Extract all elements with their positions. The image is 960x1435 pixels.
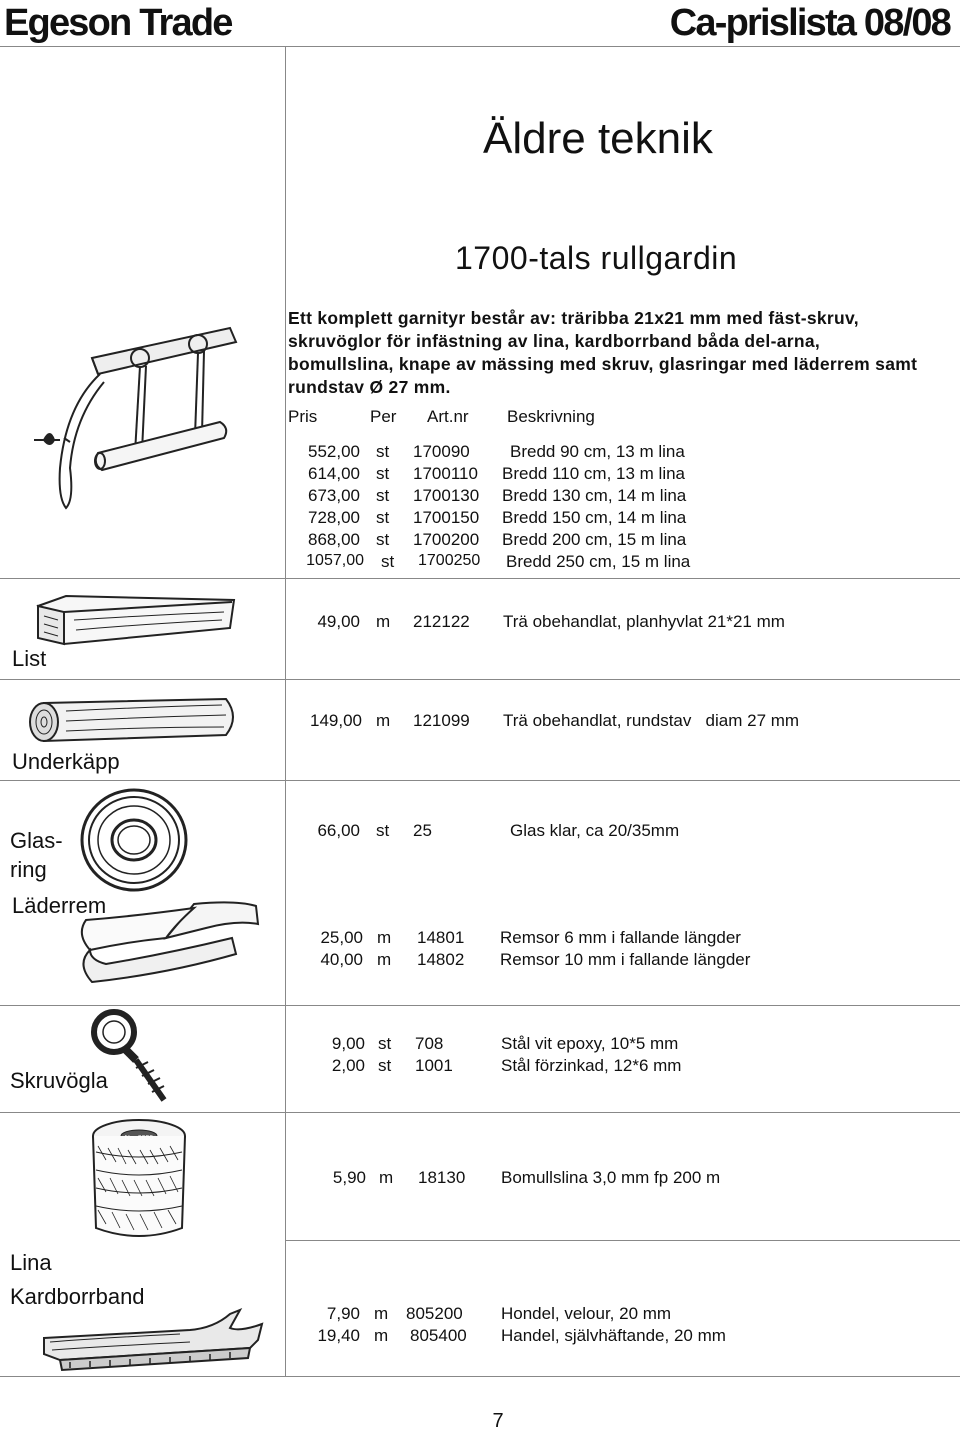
article-number: 18130	[418, 1168, 466, 1187]
description: Trä obehandlat, rundstav diam 27 mm	[503, 711, 800, 730]
hook-loop-tape-illustration	[40, 1308, 270, 1374]
row-divider	[0, 1376, 960, 1377]
price: 19,40	[317, 1326, 360, 1345]
article-number: 1700130	[413, 486, 480, 505]
article-number: 212122	[413, 612, 470, 631]
article-number: 14802	[417, 950, 465, 969]
price: 66,00	[317, 821, 360, 840]
price: 40,00	[320, 950, 363, 969]
price: 614,00	[308, 464, 360, 483]
unit: st	[378, 1056, 392, 1075]
unit: st	[378, 1034, 392, 1053]
product-label-list: List	[12, 646, 47, 671]
round-rod-illustration	[26, 697, 241, 745]
leather-strap-illustration	[46, 894, 261, 989]
unit: m	[376, 612, 391, 631]
product-label-lina: Lina	[10, 1250, 52, 1275]
description: Bredd 110 cm, 13 m lina	[502, 464, 685, 483]
row-divider	[0, 1112, 960, 1113]
section-title: Äldre teknik	[483, 114, 713, 163]
col-header-artnr: Art.nr	[427, 407, 469, 426]
company-name: Egeson Trade	[4, 2, 232, 44]
unit: m	[374, 1304, 389, 1323]
description: Trä obehandlat, planhyvlat 21*21 mm	[503, 612, 785, 631]
article-number: 805400	[410, 1326, 467, 1345]
article-number: 25	[413, 821, 432, 840]
intro-text: Ett komplett garnityr består av: träribba 21x21 mm med fäst-skruv, skruvöglor för infästning av lina, kardborrband båda del-arna, bomullslina, knape av mässing med skruv, glasringar med läderrem samt rundstav Ø 27 mm.	[288, 308, 918, 397]
row-divider	[0, 780, 960, 781]
description: Glas klar, ca 20/35mm	[510, 821, 680, 840]
description: Bredd 150 cm, 14 m lina	[502, 508, 687, 527]
header-rule	[0, 46, 960, 47]
article-number: 1700110	[413, 464, 478, 483]
price: 673,00	[308, 486, 360, 505]
unit: st	[376, 442, 390, 461]
row-divider	[285, 1240, 960, 1241]
description: Stål förzinkad, 12*6 mm	[501, 1056, 682, 1075]
price: 5,90	[332, 1168, 366, 1187]
description: Bomullslina 3,0 mm fp 200 m	[501, 1168, 721, 1187]
description: Bredd 90 cm, 13 m lina	[510, 442, 685, 461]
price: 1057,00	[306, 552, 364, 569]
page-number: 7	[492, 1410, 504, 1432]
section-subtitle: 1700-tals rullgardin	[455, 240, 738, 276]
article-number: 121099	[413, 711, 470, 730]
price-row	[0, 552, 960, 574]
product-label-underkapp: Underkäpp	[12, 749, 120, 774]
unit: st	[376, 508, 390, 527]
unit: st	[376, 821, 390, 840]
article-number: 708	[415, 1034, 444, 1053]
price: 7,90	[326, 1304, 360, 1323]
description: Bredd 130 cm, 14 m lina	[502, 486, 687, 505]
unit: m	[377, 950, 392, 969]
description: Hondel, velour, 20 mm	[501, 1304, 672, 1323]
unit: m	[379, 1168, 394, 1187]
article-number: 170090	[413, 442, 470, 461]
price: 552,00	[308, 442, 360, 461]
unit: m	[376, 711, 391, 730]
glass-ring-illustration	[78, 786, 190, 894]
col-header-price: Pris	[288, 407, 318, 426]
price: 9,00	[331, 1034, 365, 1053]
product-label-glasring: Glas- ring	[10, 828, 63, 882]
unit: st	[376, 464, 390, 483]
spool-label: No. 6620	[124, 1135, 154, 1142]
unit: st	[376, 530, 390, 549]
row-divider	[0, 578, 960, 579]
product-label-skruvogla: Skruvögla	[10, 1068, 108, 1093]
product-label-kardborrband: Kardborrband	[10, 1284, 145, 1309]
price: 728,00	[308, 508, 360, 527]
description: Remsor 10 mm i fallande längder	[500, 950, 751, 969]
price-row	[0, 530, 960, 552]
col-header-per: Per	[370, 407, 397, 426]
article-number: 1700250	[418, 552, 481, 569]
description: Stål vit epoxy, 10*5 mm	[501, 1034, 679, 1053]
price: 49,00	[317, 612, 360, 631]
roller-blind-illustration	[30, 318, 280, 533]
description: Bredd 250 cm, 15 m lina	[506, 552, 691, 571]
wood-batten-illustration	[34, 592, 239, 652]
unit: m	[374, 1326, 389, 1345]
product-label-laderrem: Läderrem	[12, 893, 107, 918]
article-number: 1700150	[413, 508, 480, 527]
price: 149,00	[310, 711, 362, 730]
unit: st	[381, 552, 395, 571]
article-number: 1001	[415, 1056, 453, 1075]
unit: m	[377, 928, 392, 947]
col-header-description: Beskrivning	[507, 407, 595, 426]
price: 868,00	[308, 530, 360, 549]
row-divider	[0, 679, 960, 680]
description: Remsor 6 mm i fallande längder	[500, 928, 741, 947]
price: 2,00	[331, 1056, 365, 1075]
description: Bredd 200 cm, 15 m lina	[502, 530, 687, 549]
price: 25,00	[320, 928, 363, 947]
description: Handel, självhäftande, 20 mm	[501, 1326, 726, 1345]
article-number: 805200	[406, 1304, 463, 1323]
catalog-title: Ca-prislista 08/08	[669, 2, 950, 44]
row-divider	[0, 1005, 960, 1006]
article-number: 1700200	[413, 530, 480, 549]
article-number: 14801	[417, 928, 465, 947]
unit: st	[376, 486, 390, 505]
cord-spool-illustration	[84, 1116, 194, 1241]
screw-eye-illustration	[86, 1008, 176, 1108]
